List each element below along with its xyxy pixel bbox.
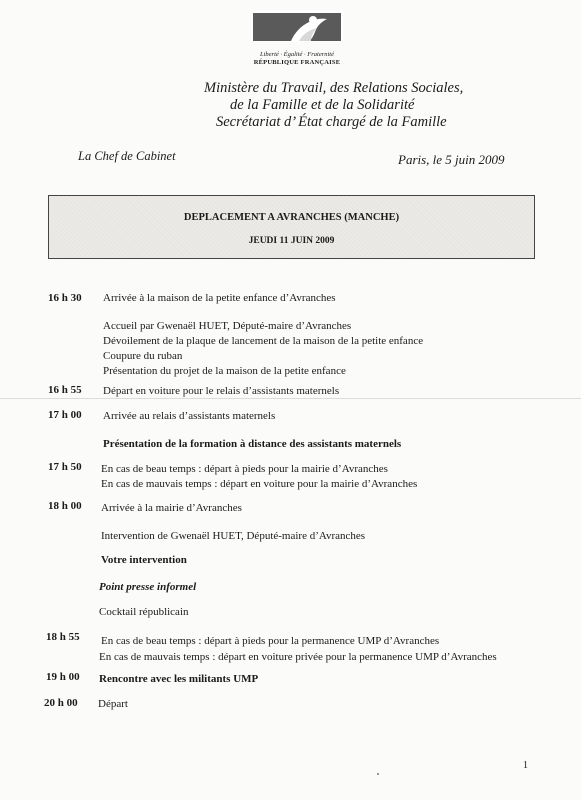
- schedule-entry: Rencontre avec les militants UMP: [99, 673, 259, 685]
- scan-fold-line: [0, 398, 581, 399]
- ministry-line-1: Ministère du Travail, des Relations Sociales,: [204, 80, 464, 96]
- time-1800: 18 h 00: [48, 500, 82, 512]
- title-box: [48, 195, 535, 259]
- marianne-logo-icon: [251, 10, 343, 42]
- schedule-entry: Présentation de la formation à distance des assistants maternels: [103, 438, 402, 450]
- scan-speck: [377, 773, 379, 775]
- schedule-entry: Accueil par Gwenaël HUET, Député-maire d’Avranches: [103, 320, 352, 332]
- time-1855: 18 h 55: [46, 631, 80, 643]
- ministry-block: [190, 80, 480, 131]
- time-1750: 17 h 50: [48, 461, 82, 473]
- schedule-entry: Coupure du ruban: [103, 350, 183, 362]
- trip-date: JEUDI 11 JUIN 2009: [248, 236, 335, 246]
- schedule-entry: Point presse informel: [99, 581, 197, 593]
- page-number: 1: [523, 760, 528, 771]
- sender-title: La Chef de Cabinet: [78, 149, 176, 163]
- time-1630: 16 h 30: [48, 292, 82, 304]
- schedule-entry: En cas de beau temps : départ à pieds pour la mairie d’Avranches: [101, 463, 388, 475]
- trip-title: DEPLACEMENT A AVRANCHES (MANCHE): [183, 212, 400, 223]
- schedule-entry: Votre intervention: [101, 554, 187, 566]
- time-1655: 16 h 55: [48, 384, 82, 396]
- republic-logo: [249, 10, 345, 67]
- republic-motto: Liberté · Égalité · Fraternité: [259, 51, 335, 58]
- schedule-entry: En cas de beau temps : départ à pieds pour la permanence UMP d’Avranches: [101, 635, 440, 647]
- ministry-line-2: de la Famille et de la Solidarité: [230, 97, 415, 113]
- republic-name: RÉPUBLIQUE FRANÇAISE: [253, 59, 341, 66]
- schedule-entry: Dévoilement de la plaque de lancement de la maison de la petite enfance: [103, 335, 424, 347]
- time-1900: 19 h 00: [46, 671, 80, 683]
- schedule-entry: Cocktail républicain: [99, 606, 189, 618]
- schedule-entry: Intervention de Gwenaël HUET, Député-maire d’Avranches: [101, 530, 366, 542]
- schedule-entry: Départ en voiture pour le relais d’assistants maternels: [103, 385, 340, 397]
- schedule-entry: Arrivée au relais d’assistants maternels: [103, 410, 276, 422]
- letter-date: Paris, le 5 juin 2009: [398, 152, 505, 167]
- schedule-entry: Arrivée à la mairie d’Avranches: [101, 502, 242, 514]
- ministry-line-3: Secrétariat d’ État chargé de la Famille: [216, 114, 447, 130]
- schedule-entry: En cas de mauvais temps : départ en voiture privée pour la permanence UMP d’Avranches: [99, 651, 497, 663]
- schedule-entry: En cas de mauvais temps : départ en voiture pour la mairie d’Avranches: [101, 478, 418, 490]
- schedule-entry: Arrivée à la maison de la petite enfance d’Avranches: [103, 292, 336, 304]
- time-2000: 20 h 00: [44, 697, 78, 709]
- schedule-entry: Présentation du projet de la maison de la petite enfance: [103, 365, 346, 377]
- time-1700: 17 h 00: [48, 409, 82, 421]
- schedule-entry: Départ: [98, 698, 128, 710]
